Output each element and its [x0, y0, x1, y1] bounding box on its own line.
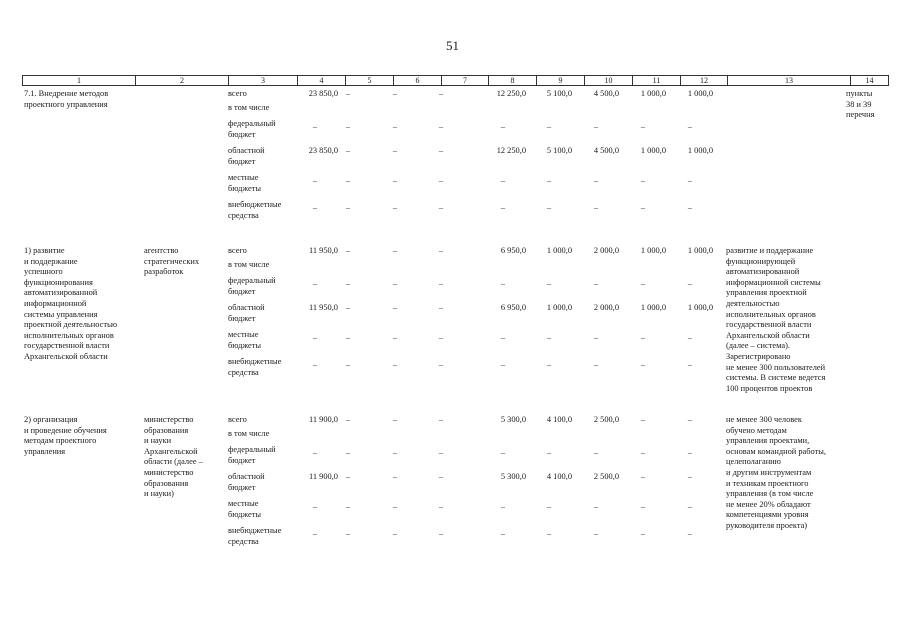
source-label-extra: средства — [228, 536, 259, 546]
measure-name: 7.1. Внедрение методов — [24, 89, 109, 98]
value-extra: – — [593, 529, 599, 538]
value-local: – — [546, 176, 552, 185]
executor-name: и науки) — [144, 489, 174, 499]
value-regional: 1 000,0 — [687, 146, 713, 155]
value-total: – — [438, 246, 444, 255]
source-label-extra: внебюджетные — [228, 357, 282, 366]
value-federal: – — [312, 448, 318, 457]
source-label-local: местные — [228, 330, 259, 339]
result-text: Архангельской области — [726, 330, 810, 340]
value-federal: – — [640, 448, 646, 457]
measure-name: государственной власти — [24, 341, 110, 351]
value-local: – — [640, 502, 646, 511]
value-total: 1 000,0 — [546, 246, 572, 255]
value-total: 6 950,0 — [500, 246, 526, 255]
value-total: – — [687, 415, 693, 424]
result-text: управления проектами, — [726, 436, 810, 446]
source-label-extra: внебюджетные — [228, 200, 282, 209]
value-total: 1 000,0 — [687, 246, 713, 255]
source-label-including: в том числе — [228, 260, 270, 269]
value-extra: – — [392, 360, 398, 369]
value-federal: – — [500, 279, 506, 288]
result-text: исполнительных органов — [726, 309, 816, 319]
value-regional: 2 500,0 — [593, 472, 619, 481]
col-header: 1 — [23, 76, 136, 86]
executor-name: Архангельской — [144, 446, 198, 456]
result-text: не менее 20% обладают — [726, 499, 811, 509]
value-extra: – — [500, 360, 506, 369]
value-local: – — [640, 176, 646, 185]
value-federal: – — [593, 448, 599, 457]
value-local: – — [687, 333, 693, 342]
value-regional: – — [345, 303, 351, 312]
value-local: – — [500, 502, 506, 511]
measure-name: управления — [24, 446, 66, 456]
value-federal: – — [546, 448, 552, 457]
result-text: не менее 300 человек — [726, 415, 802, 424]
value-local: – — [640, 333, 646, 342]
result-text: и другим инструментам — [726, 468, 812, 477]
value-regional: – — [392, 303, 398, 312]
value-regional: – — [392, 472, 398, 481]
value-regional: 1 000,0 — [640, 303, 666, 312]
measure-name: 2) организация — [24, 415, 78, 424]
result-text: Зарегистрировано — [726, 352, 791, 361]
value-federal: – — [687, 448, 693, 457]
value-local: – — [312, 333, 318, 342]
source-label-extra: средства — [228, 210, 259, 220]
measure-name: 1) развитие — [24, 246, 65, 255]
value-federal: – — [345, 122, 351, 131]
value-extra: – — [345, 529, 351, 538]
value-total: 1 000,0 — [640, 246, 666, 255]
value-federal: – — [392, 448, 398, 457]
value-extra: – — [640, 529, 646, 538]
value-regional: – — [438, 303, 444, 312]
source-label-federal: бюджет — [228, 455, 256, 465]
source-label-federal: бюджет — [228, 286, 256, 296]
source-label-federal: федеральный — [228, 119, 276, 128]
col-header: 13 — [728, 76, 851, 86]
measure-name: успешного — [24, 267, 63, 277]
value-federal: – — [392, 279, 398, 288]
source-label-total: всего — [228, 89, 247, 98]
source-label-regional: областной — [228, 303, 265, 312]
value-federal: – — [438, 122, 444, 131]
executor-name: разработок — [144, 267, 184, 277]
value-regional: 1 000,0 — [546, 303, 572, 312]
value-federal: – — [312, 279, 318, 288]
value-regional: 23 850,0 — [308, 146, 338, 155]
value-total: 12 250,0 — [496, 89, 526, 98]
source-label-regional: бюджет — [228, 313, 256, 323]
value-federal: – — [593, 122, 599, 131]
source-label-federal: федеральный — [228, 276, 276, 285]
value-regional: 4 500,0 — [593, 146, 619, 155]
value-local: – — [593, 333, 599, 342]
source-label-local: бюджеты — [228, 340, 262, 350]
value-extra: – — [438, 360, 444, 369]
col-header: 6 — [394, 76, 442, 86]
source-label-regional: бюджет — [228, 482, 256, 492]
result-text: основам командной работы, — [726, 446, 826, 456]
value-federal: – — [500, 448, 506, 457]
value-regional: 5 100,0 — [546, 146, 572, 155]
value-total: 2 500,0 — [593, 415, 619, 424]
value-federal: – — [593, 279, 599, 288]
source-label-federal: федеральный — [228, 445, 276, 454]
value-federal: – — [546, 122, 552, 131]
measure-name: проектного управления — [24, 99, 108, 109]
value-federal: – — [392, 122, 398, 131]
value-total: 4 500,0 — [593, 89, 619, 98]
col-header: 5 — [346, 76, 394, 86]
source-label-federal: бюджет — [228, 129, 256, 139]
source-label-extra: средства — [228, 367, 259, 377]
value-federal: – — [312, 122, 318, 131]
source-label-total: всего — [228, 415, 247, 424]
value-federal: – — [640, 122, 646, 131]
value-total: – — [345, 89, 351, 98]
result-text: функционирующей — [726, 256, 796, 266]
measure-name: методам проектного — [24, 436, 97, 446]
source-label-including: в том числе — [228, 429, 270, 438]
value-regional: 11 950,0 — [308, 303, 338, 312]
value-federal: – — [345, 279, 351, 288]
measure-name: автоматизированной — [24, 288, 98, 298]
value-total: 2 000,0 — [593, 246, 619, 255]
executor-name: агентство — [144, 246, 179, 255]
value-extra: – — [546, 529, 552, 538]
value-regional: 2 000,0 — [593, 303, 619, 312]
value-total: 4 100,0 — [546, 415, 572, 424]
value-local: – — [687, 502, 693, 511]
value-extra: – — [687, 203, 693, 212]
value-extra: – — [546, 360, 552, 369]
result-text: развитие и поддержание — [726, 246, 814, 255]
source-label-local: местные — [228, 499, 259, 508]
value-total: – — [392, 415, 398, 424]
col-header: 10 — [585, 76, 633, 86]
value-federal: – — [345, 448, 351, 457]
source-label-local: местные — [228, 173, 259, 182]
value-regional: 4 100,0 — [546, 472, 572, 481]
value-total: 1 000,0 — [687, 89, 713, 98]
note-text: пункты — [846, 89, 873, 98]
value-federal: – — [546, 279, 552, 288]
result-text: (далее – система). — [726, 341, 790, 351]
value-local: – — [500, 176, 506, 185]
value-extra: – — [640, 203, 646, 212]
executor-name: образования — [144, 478, 189, 488]
value-regional: – — [438, 146, 444, 155]
value-federal: – — [500, 122, 506, 131]
source-label-total: всего — [228, 246, 247, 255]
result-text: целеполаганию — [726, 457, 781, 467]
value-local: – — [438, 176, 444, 185]
result-text: деятельностью — [726, 299, 780, 308]
value-total: – — [392, 89, 398, 98]
value-total: – — [392, 246, 398, 255]
note-text: перечня — [846, 110, 875, 120]
result-text: системы. В системе ведется — [726, 373, 826, 383]
measure-name: исполнительных органов — [24, 330, 114, 340]
source-label-extra: внебюджетные — [228, 526, 282, 535]
executor-name: области (далее – — [144, 457, 203, 467]
value-extra: – — [392, 529, 398, 538]
value-total: 1 000,0 — [640, 89, 666, 98]
value-total: 11 950,0 — [308, 246, 338, 255]
value-total: 11 900,0 — [308, 415, 338, 424]
value-local: – — [593, 176, 599, 185]
source-label-regional: бюджет — [228, 156, 256, 166]
value-total: 5 100,0 — [546, 89, 572, 98]
source-label-local: бюджеты — [228, 509, 262, 519]
value-federal: – — [640, 279, 646, 288]
col-header: 11 — [633, 76, 681, 86]
measure-name: информационной — [24, 299, 87, 308]
col-header: 8 — [489, 76, 537, 86]
value-extra: – — [345, 203, 351, 212]
value-extra: – — [312, 203, 318, 212]
value-local: – — [345, 502, 351, 511]
column-number-header — [22, 75, 889, 86]
result-text: обучено методам — [726, 425, 787, 435]
value-total: – — [345, 246, 351, 255]
executor-name: министерство — [144, 415, 194, 424]
page-number: 51 — [446, 38, 459, 53]
value-regional: – — [345, 472, 351, 481]
value-extra: – — [546, 203, 552, 212]
source-label-including: в том числе — [228, 103, 270, 112]
col-header: 14 — [851, 76, 889, 86]
value-local: – — [438, 502, 444, 511]
value-extra: – — [438, 529, 444, 538]
result-text: управления проектной — [726, 288, 807, 298]
result-text: не менее 300 пользователей — [726, 362, 826, 372]
value-local: – — [312, 176, 318, 185]
value-extra: – — [312, 360, 318, 369]
value-extra: – — [312, 529, 318, 538]
value-regional: – — [640, 472, 646, 481]
measure-name: и поддержание — [24, 256, 78, 266]
value-total: – — [438, 415, 444, 424]
col-header: 3 — [229, 76, 298, 86]
result-text: 100 процентов проектов — [726, 383, 813, 393]
value-local: – — [546, 502, 552, 511]
result-text: управления (в том числе — [726, 489, 814, 499]
value-extra: – — [500, 203, 506, 212]
value-extra: – — [593, 203, 599, 212]
measure-name: системы управления — [24, 309, 98, 319]
value-local: – — [345, 176, 351, 185]
source-label-local: бюджеты — [228, 183, 262, 193]
note-text: 38 и 39 — [846, 99, 872, 109]
col-header: 9 — [537, 76, 585, 86]
source-label-regional: областной — [228, 146, 265, 155]
source-label-regional: областной — [228, 472, 265, 481]
result-text: информационной системы — [726, 277, 821, 287]
col-header: 7 — [442, 76, 489, 86]
value-regional: 6 950,0 — [500, 303, 526, 312]
result-text: автоматизированной — [726, 267, 800, 277]
value-total: – — [438, 89, 444, 98]
measure-name: и проведение обучения — [24, 425, 107, 435]
value-regional: 12 250,0 — [496, 146, 526, 155]
value-local: – — [687, 176, 693, 185]
value-total: 5 300,0 — [500, 415, 526, 424]
value-extra: – — [687, 529, 693, 538]
value-local: – — [593, 502, 599, 511]
value-federal: – — [438, 448, 444, 457]
value-total: – — [640, 415, 646, 424]
value-local: – — [546, 333, 552, 342]
value-local: – — [312, 502, 318, 511]
value-extra: – — [500, 529, 506, 538]
value-regional: – — [687, 472, 693, 481]
col-header: 12 — [681, 76, 728, 86]
value-total: 23 850,0 — [308, 89, 338, 98]
value-total: – — [345, 415, 351, 424]
value-extra: – — [392, 203, 398, 212]
value-extra: – — [345, 360, 351, 369]
col-header: 2 — [136, 76, 229, 86]
executor-name: и науки — [144, 436, 172, 446]
value-regional: – — [392, 146, 398, 155]
value-local: – — [345, 333, 351, 342]
value-regional: 1 000,0 — [640, 146, 666, 155]
executor-name: министерство — [144, 468, 194, 477]
value-local: – — [500, 333, 506, 342]
executor-name: стратегических — [144, 256, 200, 266]
value-extra: – — [593, 360, 599, 369]
value-extra: – — [687, 360, 693, 369]
result-text: руководителя проекта) — [726, 521, 808, 530]
value-regional: – — [438, 472, 444, 481]
value-local: – — [392, 176, 398, 185]
result-text: и техникам проектного — [726, 478, 809, 488]
value-regional: 1 000,0 — [687, 303, 713, 312]
result-text: государственной власти — [726, 320, 812, 330]
value-local: – — [438, 333, 444, 342]
col-header: 4 — [298, 76, 346, 86]
value-federal: – — [687, 279, 693, 288]
value-federal: – — [438, 279, 444, 288]
value-regional: 5 300,0 — [500, 472, 526, 481]
measure-name: функционирования — [24, 277, 93, 287]
value-extra: – — [438, 203, 444, 212]
value-extra: – — [640, 360, 646, 369]
executor-name: образования — [144, 425, 189, 435]
value-regional: – — [345, 146, 351, 155]
value-regional: 11 900,0 — [308, 472, 338, 481]
measure-name: Архангельской области — [24, 352, 108, 361]
result-text: компетенциями уровня — [726, 510, 809, 520]
value-local: – — [392, 333, 398, 342]
measure-name: проектной деятельностью — [24, 320, 118, 330]
value-local: – — [392, 502, 398, 511]
value-federal: – — [687, 122, 693, 131]
